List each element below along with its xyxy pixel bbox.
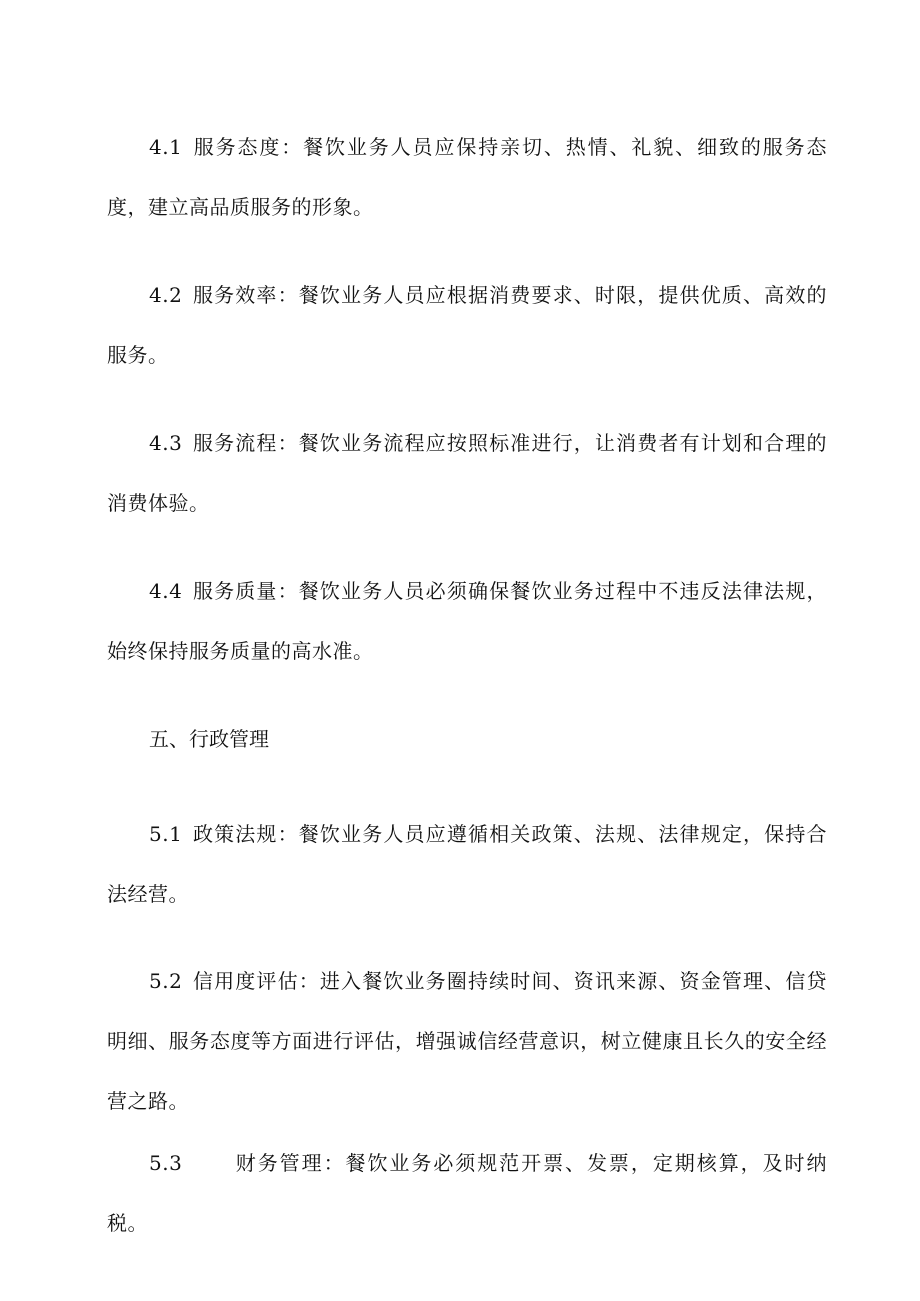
clause-text: 服务效率：餐饮业务人员应根据消费要求、时限，提供优质、高效的服务。 (107, 283, 827, 367)
clause-4-2 (107, 265, 827, 385)
clause-number: 5.3 (149, 1151, 183, 1175)
clause-4-3 (107, 413, 827, 533)
clause-text: 服务态度：餐饮业务人员应保持亲切、热情、礼貌、细致的服务态度，建立高品质服务的形象。 (107, 135, 827, 219)
clause-4-1 (107, 117, 827, 237)
clause-number: 4.4 (149, 579, 183, 603)
clause-4-4 (107, 561, 827, 681)
clause-number: 5.1 (149, 822, 183, 846)
clause-number: 5.2 (149, 969, 183, 993)
clause-5-3 (107, 1133, 827, 1253)
clause-5-2 (107, 951, 827, 1131)
clause-text: 财务管理：餐饮业务必须规范开票、发票，定期核算，及时纳税。 (107, 1151, 827, 1235)
clause-text: 政策法规：餐饮业务人员应遵循相关政策、法规、法律规定，保持合法经营。 (107, 822, 827, 906)
clause-text: 信用度评估：进入餐饮业务圈持续时间、资讯来源、资金管理、信贷明细、服务态度等方面进行评估，增强诚信经营意识，树立健康且长久的安全经营之路。 (107, 969, 827, 1113)
clause-number: 4.3 (149, 431, 183, 455)
clause-text: 服务质量：餐饮业务人员必须确保餐饮业务过程中不违反法律法规，始终保持服务质量的高水准。 (107, 579, 827, 663)
clause-number: 4.1 (149, 135, 183, 159)
clause-5-1 (107, 804, 827, 924)
clause-number: 4.2 (149, 283, 183, 307)
section-heading-5: 五、行政管理 (149, 727, 269, 751)
clause-text: 服务流程：餐饮业务流程应按照标准进行，让消费者有计划和合理的消费体验。 (107, 431, 827, 515)
